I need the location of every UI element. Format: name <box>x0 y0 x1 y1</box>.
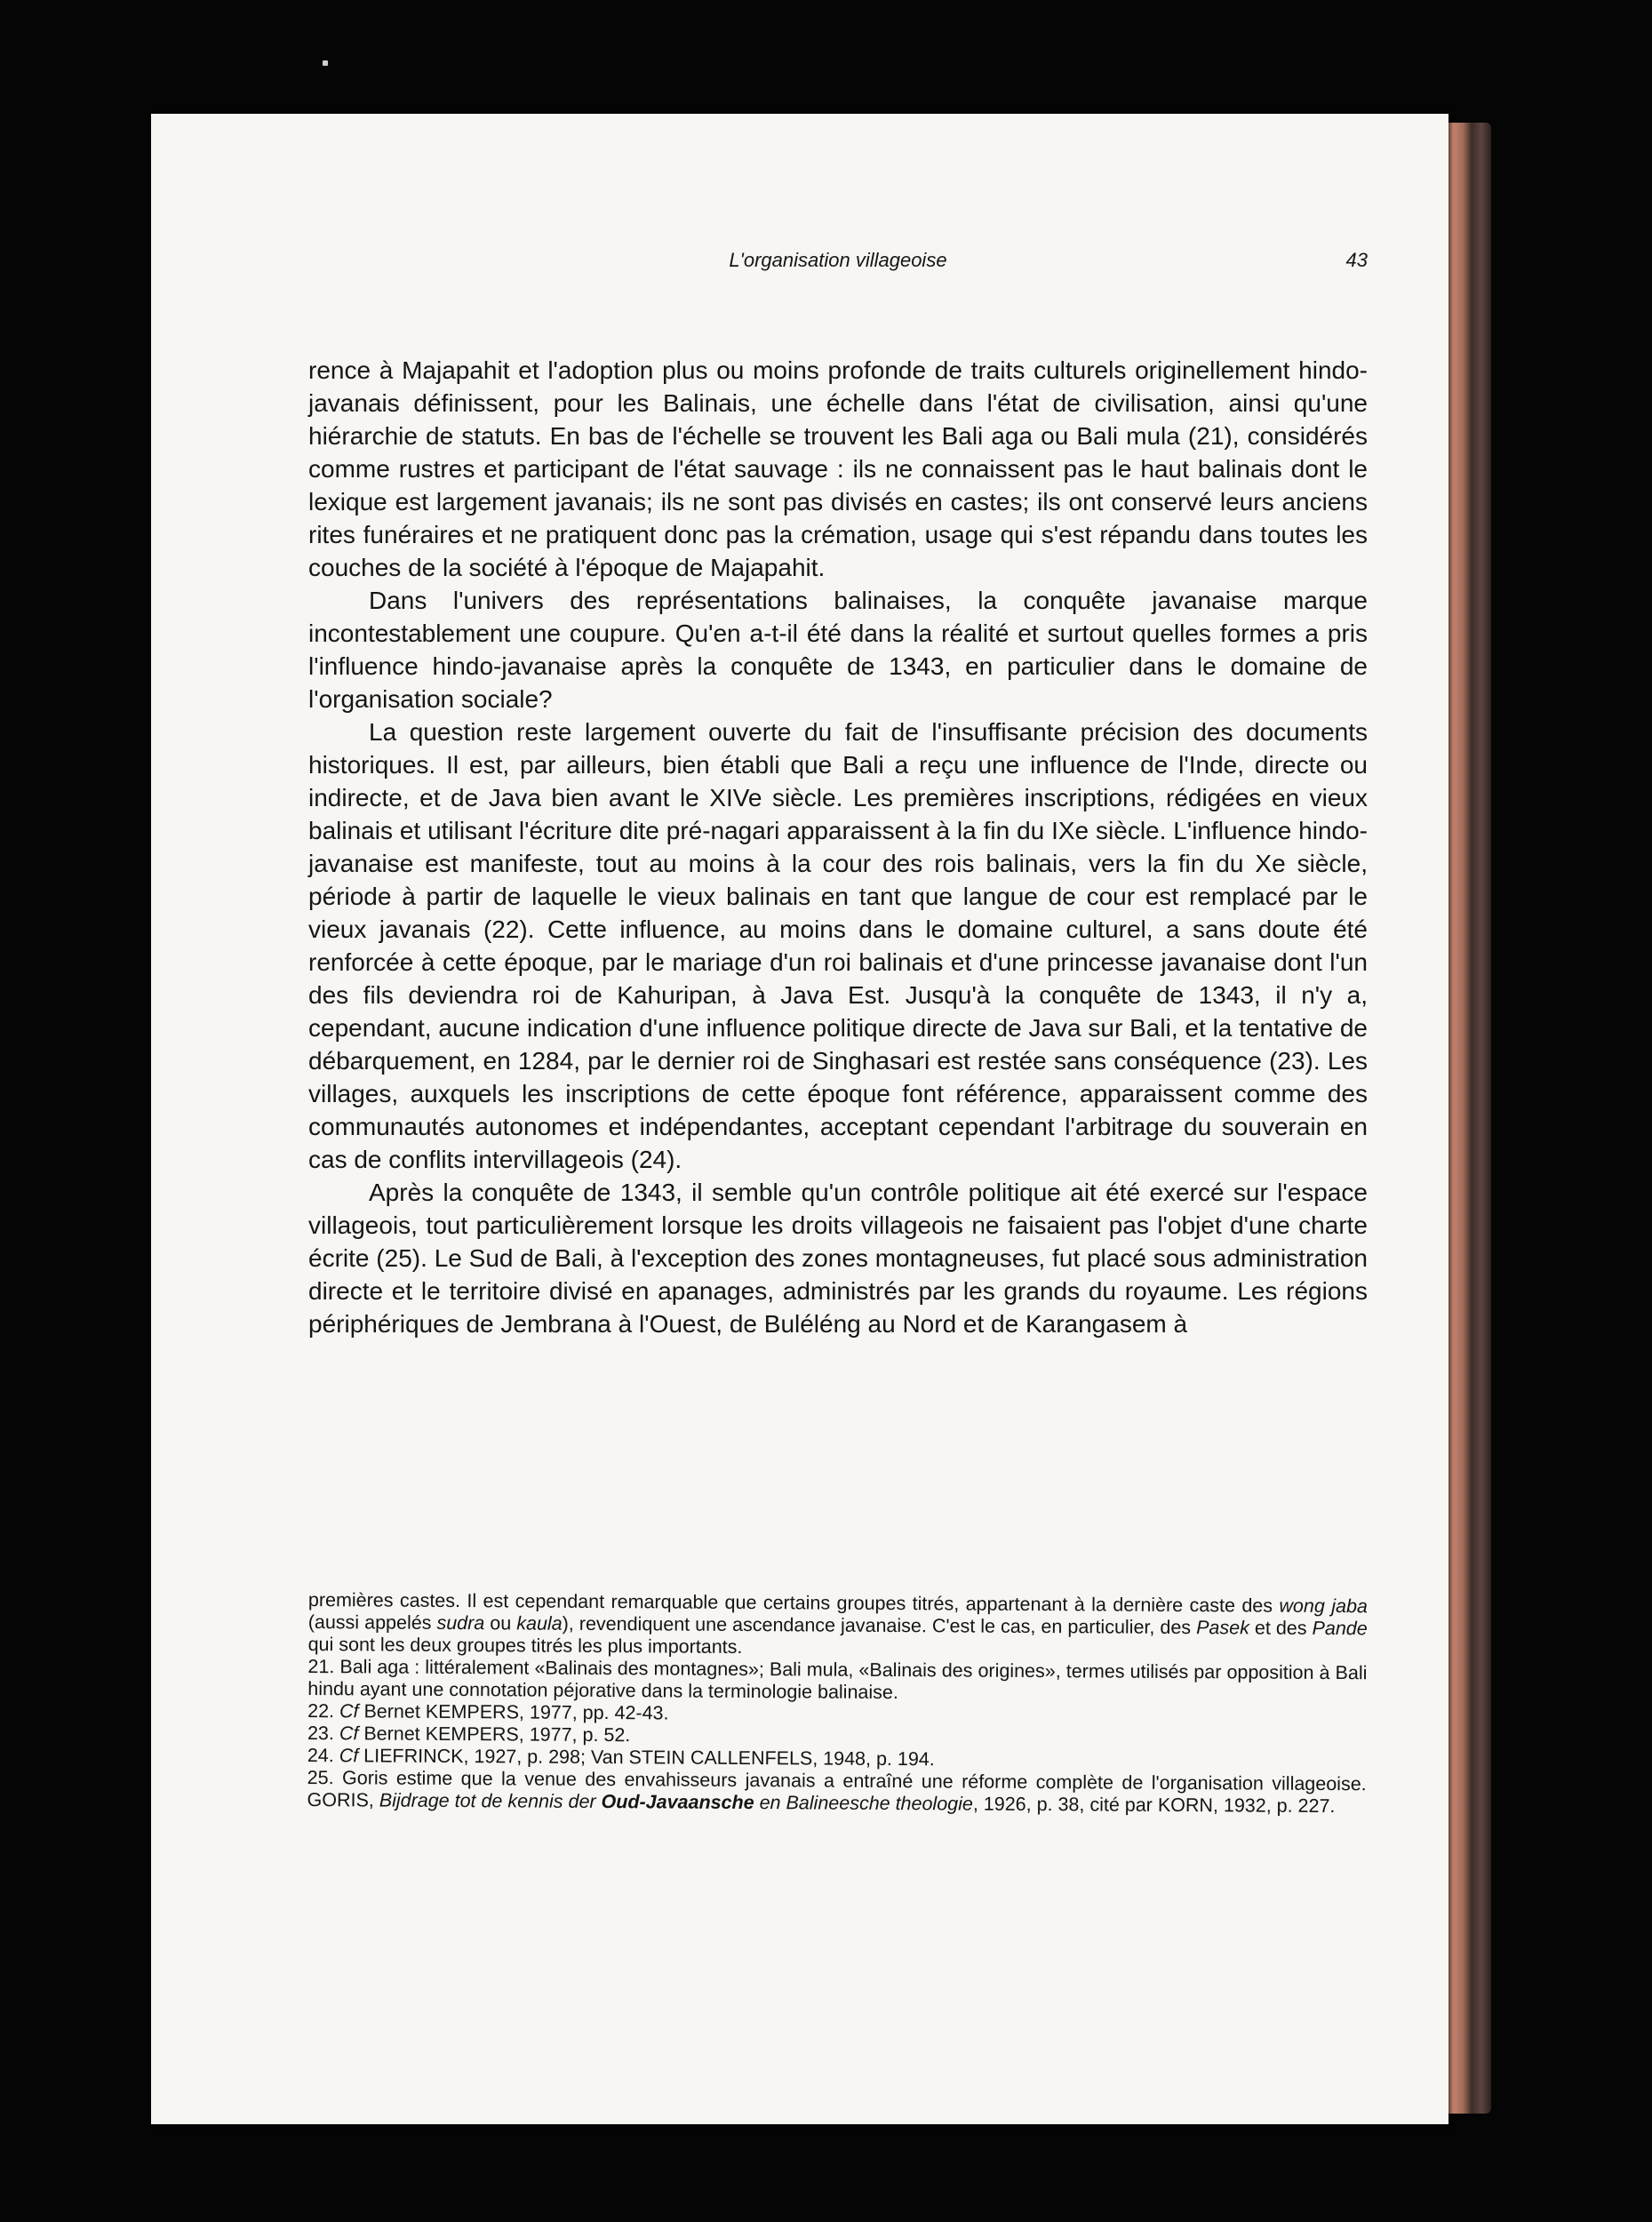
book-page <box>151 114 1448 2124</box>
paragraph-3: La question reste largement ouverte du fait de l'insuffisante précision des documents historiques. Il est, par ailleurs, bien établi que Bali a reçu une influence de l'Inde, directe ou indirecte, et de Java bien avant le XIVe siècle. Les premières inscriptions, rédigées en vieux balinais et utilisant l'écriture dite pré-nagari apparaissent à la fin du IXe siècle. L'influence hindo-javanaise est manifeste, tout au moins à la cour des rois balinais, vers la fin du Xe siècle, période à partir de laquelle le vieux balinais en tant que langue de cour est remplacé par le vieux javanais (22). Cette influence, au moins dans le domaine culturel, a sans doute été renforcée à cette époque, par le mariage d'un roi balinais et d'une princesse javanaise dont l'un des fils deviendra roi de Kahuripan, à Java Est. Jusqu'à la conquête de 1343, il n'y a, cependant, aucune indication d'une influence politique directe de Java sur Bali, et la tentative de débarquement, en 1284, par le dernier roi de Singhasari est restée sans conséquence (23). Les villages, auxquels les inscriptions de cette époque font référence, apparaissent comme des communautés autonomes et indépendantes, acceptant cependant l'arbitrage du souverain en cas de conflits intervillageois (24). <box>308 718 1368 1173</box>
page-number: 43 <box>1345 249 1368 271</box>
footnote-22: 22. Cf Bernet KEMPERS, 1977, pp. 42-43. <box>307 1699 669 1724</box>
main-text <box>308 354 1368 1340</box>
footnote-24: 24. Cf LIEFRINCK, 1927, p. 298; Van STEIN CALLENFELS, 1948, p. 194. <box>307 1744 935 1770</box>
paragraph-2: Dans l'univers des représentations balinaises, la conquête javanaise marque incontestablement une coupure. Qu'en a-t-il été dans la réalité et surtout quelles formes a pris l'influence hindo-javanaise après la conquête de 1343, en particulier dans le domaine de l'organisation sociale? <box>308 587 1368 713</box>
page-header <box>308 249 1368 284</box>
footnote-20-continued: premières castes. Il est cependant remarquable que certains groupes titrés, appartenant à la dernière caste des wong jaba (aussi appelés sudra ou kaula), revendiquent une ascendance javanaise. C'est le cas, en particulier, des Pasek et des Pande qui sont les deux groupes titrés les plus importants. <box>307 1589 1368 1658</box>
footnote-25: 25. Goris estime que la venue des envahisseurs javanais a entraîné une réforme complète de l'organisation villageoise. GORIS, Bijdrage tot de kennis der Oud-Javaansche en Balineesche theologie, 1926, p. 38, cité par KORN, 1932, p. 227. <box>307 1766 1367 1818</box>
footnotes <box>307 1589 1368 1818</box>
footnote-23: 23. Cf Bernet KEMPERS, 1977, p. 52. <box>307 1722 631 1746</box>
footnote-21: 21. Bali aga : littéralement «Balinais des montagnes»; Bali mula, «Balinais des origines», termes utilisés par opposition à Bali hindu ayant une connotation péjorative dans la terminologie balinaise. <box>307 1655 1368 1704</box>
paragraph-1: rence à Majapahit et l'adoption plus ou moins profonde de traits culturels originellement hindo-javanais définissent, pour les Balinais, une échelle dans l'état de civilisation, ainsi qu'une hiérarchie de statuts. En bas de l'échelle se trouvent les Bali aga ou Bali mula (21), considérés comme rustres et participant de l'état sauvage : ils ne connaissent pas le haut balinais dont le lexique est largement javanais; ils ne sont pas divisés en castes; ils ont conservé leurs anciens rites funéraires et ne pratiquent donc pas la crémation, usage qui s'est répandu dans toutes les couches de la société à l'époque de Majapahit. <box>308 356 1368 581</box>
dust-speck <box>323 60 328 66</box>
paragraph-4: Après la conquête de 1343, il semble qu'un contrôle politique ait été exercé sur l'espace villageois, tout particulièrement lorsque les droits villageois ne faisaient pas l'objet d'une charte écrite (25). Le Sud de Bali, à l'exception des zones montagneuses, fut placé sous administration directe et le territoire divisé en apanages, administrés par les grands du royaume. Les régions périphériques de Jembrana à l'Ouest, de Buléléng au Nord et de Karangasem à <box>308 1179 1368 1338</box>
running-title: L'organisation villageoise <box>729 249 947 271</box>
